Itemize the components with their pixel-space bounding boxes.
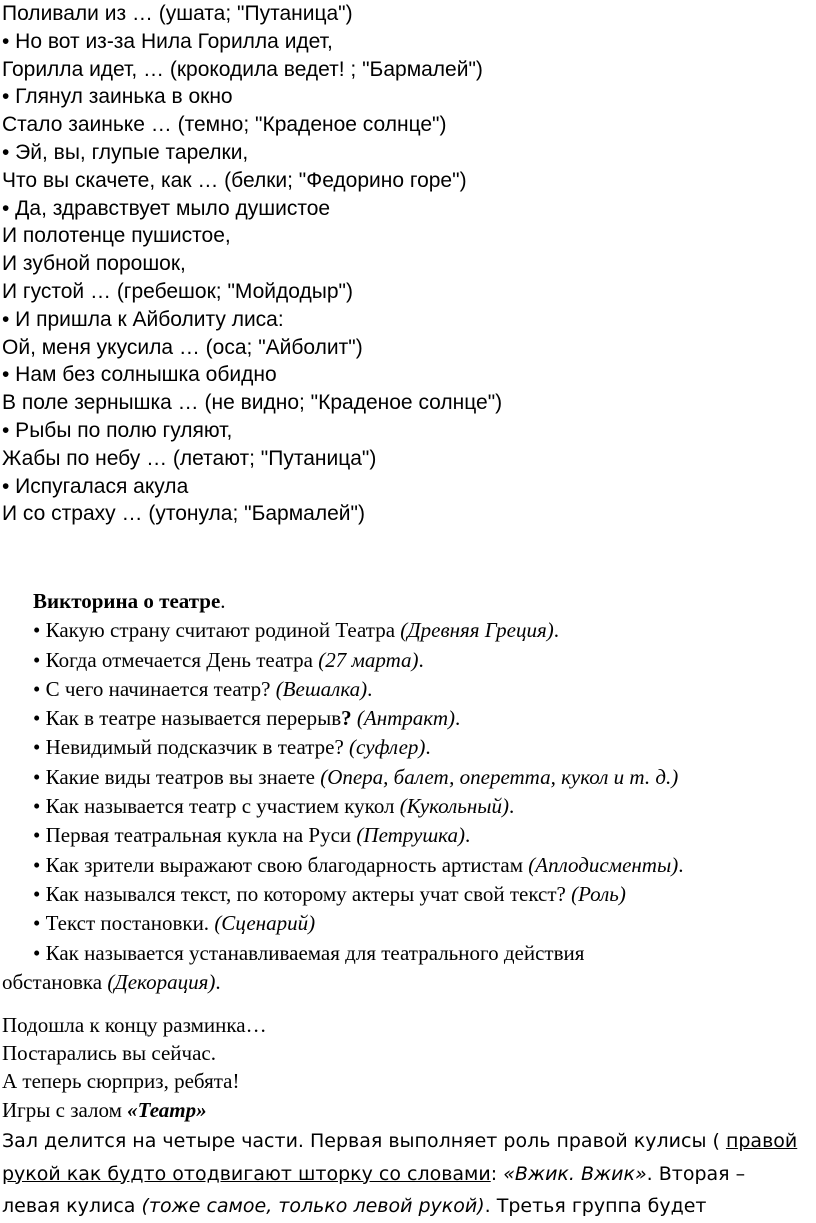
riddle-line: Что вы скачете, как … (белки; "Федорино горе") [2,168,467,192]
riddle-line: И зубной порошок, [2,252,186,276]
riddle-line: Поливали из … (ушата; "Путаница") [2,2,353,25]
para-underlined: рукой как будто отодвигают шторку со словами [2,1162,491,1185]
quiz-punct: . [464,823,471,848]
quiz-question: • Какую страну считают родиной Театра [33,618,401,643]
game-description [2,1125,814,1223]
quiz-answer: (Аплодисменты) [528,852,679,877]
quiz-question-mark: ? [341,706,352,731]
para-italic: «Вжик. Вжик» [503,1162,647,1185]
riddle-line: Горилла идет, … (крокодила ведет! ; "Бармалей") [2,57,483,81]
warmup-verse [2,1011,267,1124]
riddle-line: • Но вот из-за Нила Горилла идет, [2,29,333,53]
quiz-question: • Когда отмечается День театра [33,647,319,672]
quiz-item [2,763,814,792]
quiz-answer: (Антракт) [351,706,455,731]
quiz-answer: (Древняя Греция) [400,618,554,643]
quiz-punct: . [418,647,424,672]
riddle-line: • Рыбы по полю гуляют, [2,418,233,442]
riddle-line: • Испугалася акула [2,474,189,498]
quiz-item [2,646,814,675]
riddle-line: Стало заиньке … (темно; "Краденое солнце") [2,113,447,137]
riddle-line: Жабы по небу … (летают; "Путаница") [2,446,377,470]
quiz-punct: . [509,794,515,819]
para-text: . Третья группа будет [484,1195,707,1217]
quiz-question: • Какие виды театров вы знаете [33,764,321,789]
riddle-line: Ой, меня укусила … (оса; "Айболит") [2,335,363,359]
para-text: левая кулиса [2,1195,142,1217]
verse-line: А теперь сюрприз, ребята! [2,1069,240,1094]
quiz-answer: (Вешалка) [275,676,368,701]
quiz-question: • Как назывался текст, по которому актеры учат свой текст? [33,881,572,906]
quiz-item [2,616,814,645]
quiz-answer: (суфлер) [349,735,426,760]
quiz-punct: . [678,852,684,877]
para-text: . Вторая – [646,1162,746,1185]
quiz-item [2,792,814,821]
riddle-line: И густой … (гребешок; "Мойдодыр") [2,279,353,303]
quiz-question: • Невидимый подсказчик в театре? [33,735,350,760]
verse-line: Постарались вы сейчас. [2,1041,216,1066]
quiz-heading [2,587,814,616]
quiz-question: • Как в театре называется перерыв [33,706,342,731]
verse-line: Подошла к концу разминка… [2,1013,267,1037]
riddle-line: И со страху … (утонула; "Бармалей") [2,502,365,526]
para-line [2,1158,814,1191]
quiz-punct: . [553,618,559,643]
quiz-answer: (Сценарий) [214,911,316,936]
verse-line [2,1096,267,1124]
riddle-line: • Эй, вы, глупые тарелки, [2,140,249,164]
quiz-answer: (Декорация) [107,969,216,994]
quiz-punct: . [215,969,221,994]
quiz-question: • Текст постановки. [33,911,215,936]
riddle-line: И полотенце пушистое, [2,224,231,248]
para-text: : [490,1162,504,1185]
quiz-question: • Первая театральная кукла на Руси [33,823,357,848]
theatre-quiz [2,587,814,997]
quiz-punct: . [454,706,461,731]
para-italic: (тоже самое, только левой рукой) [141,1195,485,1217]
riddle-line: • И пришла к Айболиту лиса: [2,307,284,331]
quiz-answer: (27 марта) [318,647,419,672]
quiz-item [2,733,814,762]
quiz-item-last-line2 [2,968,814,997]
quiz-question: обстановка [2,969,108,994]
verse-prefix: Игры с залом [2,1097,128,1122]
quiz-answer: (Кукольный) [399,794,509,819]
quiz-item [2,675,814,704]
quiz-item-last-line1: • Как называется устанавливаемая для театрального действия [33,940,585,965]
quiz-title-dot: . [220,589,226,613]
riddle-line: • Глянул заинька в окно [2,85,233,109]
quiz-item [2,880,814,909]
quiz-item [2,851,814,880]
quiz-answer: (Петрушка) [356,823,465,848]
riddles-block [2,0,502,528]
quiz-item [2,821,814,850]
para-line [2,1125,814,1158]
quiz-answer: (Опера, балет, оперетта, кукол и т. д.) [320,764,679,789]
quiz-title: Викторина о театре [33,589,221,613]
quiz-answer: (Роль) [571,881,626,906]
quiz-question: • С чего начинается театр? [33,676,276,701]
quiz-item [2,704,814,733]
para-underlined: правой [725,1130,798,1152]
quiz-punct: . [367,676,373,701]
game-name: «Театр» [127,1097,207,1122]
quiz-punct: . [425,735,431,760]
quiz-question: • Как называется театр с участием кукол [33,794,400,819]
riddle-line: • Нам без солнышка обидно [2,363,277,387]
quiz-item [2,909,814,938]
riddle-line: • Да, здравствует мыло душистое [2,196,331,220]
para-line [2,1190,814,1223]
quiz-question: • Как зрители выражают свою благодарность артистам [33,852,529,877]
riddle-line: В поле зернышка … (не видно; "Краденое солнце") [2,391,503,415]
para-text: Зал делится на четыре части. Первая выполняет роль правой кулисы ( [2,1130,726,1152]
